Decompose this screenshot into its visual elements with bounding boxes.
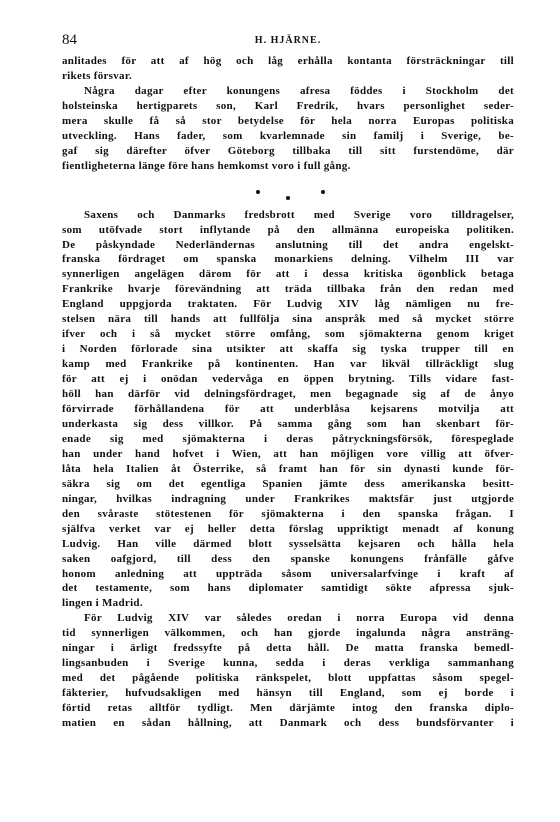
text-line: underkasta sig dess villkor. På samma gång som han skenbart för- — [62, 417, 514, 430]
separator-dot — [256, 190, 260, 194]
text-line: som utöfvade stort inflytande på den allmänna europeiska politiken. — [62, 223, 514, 236]
text-line: i Norden förlorade sina utsikter att skaffa sig tyska trupper till en — [62, 343, 514, 356]
text-line: med det pågående politiska ränkspelet, blott uppfattas såsom spegel- — [62, 672, 514, 685]
text-line: förvirrade förhållandena för att underblåsa kejsarens motvilja att — [62, 403, 514, 416]
text-line: själfva verket var ej heller detta förslag uppriktigt menadt af konung — [62, 522, 514, 535]
text-line: synnerligen angelägen därom för att i dessa kritiska ögonblick betaga — [62, 268, 514, 281]
text-line: säkra sig om det egentliga Spanien jämte dess amerikanska besitt- — [62, 477, 514, 490]
book-page — [62, 30, 514, 731]
text-line: gaf sig därefter öfver Göteborg tillbaka till sitt furstendöme, där — [62, 144, 514, 157]
text-line: För Ludvig XIV var således oredan i norra Europa vid denna — [84, 612, 514, 625]
text-line: ifver och i så mycket större omfång, som sjömakterna genom kriget — [62, 328, 514, 341]
text-line: kamp med Frankrike på kontinenten. Han var likväl tillräckligt slug — [62, 358, 514, 371]
text-line: låta hela Italien åt Österrike, så framt han för sin dynasti kunde för- — [62, 462, 514, 475]
text-line: honom anledning att uppträda såsom universalarfvinge i kraft af — [62, 567, 514, 580]
text-line: fientligheterna länge före hans hemkomst voro i full gång. — [62, 159, 351, 172]
text-line: Saxens och Danmarks fredsbrott med Sverige voro tilldragelser, — [84, 208, 514, 221]
text-line: tid synnerligen välkommen, och han gjorde ingalunda några ansträng- — [62, 627, 514, 640]
text-line: England uppgjorda traktaten. För Ludvig XIV låg nämligen nu fre- — [62, 298, 514, 311]
page-header — [62, 30, 514, 50]
text-line: utveckling. Hans fader, som kvarlemnade sin familj i Sverige, be- — [62, 129, 514, 142]
section-separator — [62, 174, 514, 208]
text-line: Ludvig. Han ville därmed blott sysselsätta kejsaren och hålla hela — [62, 537, 514, 550]
text-line: höll han därför vid delningsfördraget, men begagnade sig af de ånyo — [62, 388, 514, 401]
text-line: Några dagar efter konungens afresa föddes i Stockholm det — [84, 84, 514, 97]
text-line: holsteinska hertigparets son, Karl Fredrik, hvars personlighet seder- — [62, 99, 514, 112]
text-line: ningar, hvilkas indragning under Frankrikes maktsfär just utgjorde — [62, 492, 514, 505]
text-line: lingen i Madrid. — [62, 597, 143, 610]
text-line: ningar i ärligt fredssyfte på detta håll. De matta franska bemedl- — [62, 642, 514, 655]
text-line: rikets försvar. — [62, 69, 133, 82]
text-line: det testamente, som hans diplomater samtidigt sökte afpressa sjuk- — [62, 582, 514, 595]
page-body — [62, 54, 514, 731]
text-line: förtid retas alltför tydligt. Men därjämte intog den franska diplo- — [62, 702, 514, 715]
text-line: för att ej i onödan vedervåga en öppen brytning. Tills vidare fast- — [62, 373, 514, 386]
text-line: lingsanbuden i Sverige kunna, sedda i deras verkliga sammanhang — [62, 657, 514, 670]
text-line: enade sig med sjömakterna i deras påtryckningsförsök, förespeglade — [62, 432, 514, 445]
text-line: Frankrike hvarje förevändning att träda tillbaka från den redan med — [62, 283, 514, 296]
paragraph — [62, 54, 514, 84]
text-line: franska fördraget om spanska monarkiens delning. Vilhelm III var — [62, 253, 514, 266]
text-line: stelsen nära till hands att fullfölja sina anspråk med så mycket större — [62, 313, 514, 326]
separator-dot — [286, 196, 290, 200]
text-line: anlitades för att af hög och låg erhålla kontanta försträckningar till — [62, 55, 514, 67]
text-line: matien en sådan hållning, att Danmark och dess bundsförvanter i — [62, 717, 514, 730]
text-line: han under hand hofvet i Wien, att han möjligen vore villig att öfver- — [62, 447, 514, 460]
text-line: saken oafgjord, till dess den spanske konungens frånfälle gåfve — [62, 552, 514, 565]
text-line: fäkterier, hufvudsakligen med hänsyn till England, som ej borde i — [62, 687, 514, 700]
text-line: den svåraste stötestenen för sjömakterna i den spanska frågan. I — [62, 507, 514, 520]
paragraph — [62, 208, 514, 612]
paragraph — [62, 84, 514, 174]
page-number: 84 — [62, 32, 77, 48]
paragraph — [62, 611, 514, 731]
running-head: H. HJÄRNE. — [254, 35, 322, 46]
text-line: mera skulle få så stor betydelse för hela norra Europas politiska — [62, 114, 514, 127]
separator-dot — [321, 190, 325, 194]
text-line: De påskyndade Nederländernas anslutning till det andra engelskt- — [62, 238, 514, 251]
